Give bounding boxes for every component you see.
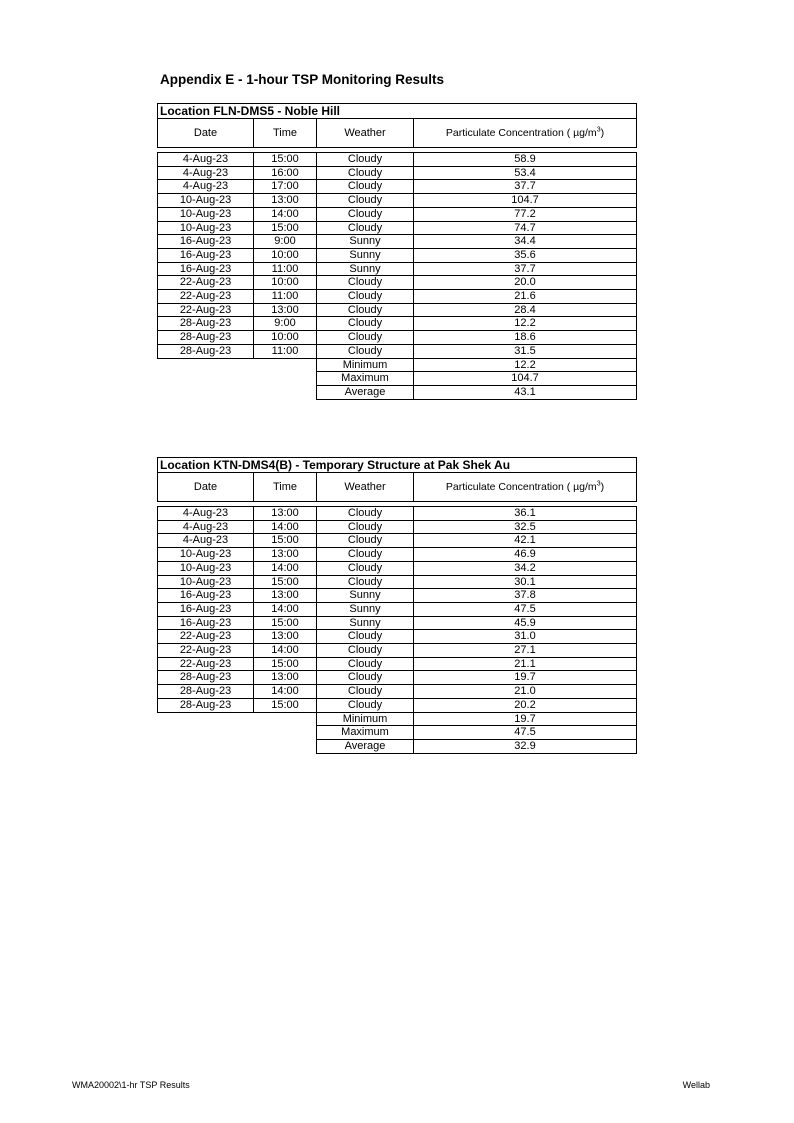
table-row xyxy=(158,507,637,521)
time-cell: 13:00 xyxy=(254,194,317,208)
location-heading: Location FLN-DMS5 - Noble Hill xyxy=(158,104,637,119)
footer-company: Wellab xyxy=(682,1080,710,1090)
summary-label: Maximum xyxy=(317,372,414,386)
date-cell: 16-Aug-23 xyxy=(158,589,254,603)
date-cell: 22-Aug-23 xyxy=(158,303,254,317)
time-cell: 15:00 xyxy=(254,698,317,712)
weather-cell: Cloudy xyxy=(317,575,414,589)
column-header-concentration: Particulate Concentration ( $\mu g/m^3$) xyxy=(414,119,637,148)
table-row xyxy=(158,685,637,699)
concentration-cell: 53.4 xyxy=(414,166,637,180)
concentration-cell: 37.7 xyxy=(414,180,637,194)
date-cell: 4-Aug-23 xyxy=(158,520,254,534)
time-cell: 14:00 xyxy=(254,207,317,221)
date-cell: 16-Aug-23 xyxy=(158,235,254,249)
time-cell: 13:00 xyxy=(254,671,317,685)
weather-cell: Cloudy xyxy=(317,657,414,671)
concentration-cell: 21.0 xyxy=(414,685,637,699)
summary-value: 43.1 xyxy=(414,385,637,399)
weather-cell: Cloudy xyxy=(317,685,414,699)
date-cell: 22-Aug-23 xyxy=(158,644,254,658)
summary-label: Minimum xyxy=(317,712,414,726)
concentration-cell: 19.7 xyxy=(414,671,637,685)
summary-row xyxy=(158,385,637,399)
date-cell: 4-Aug-23 xyxy=(158,534,254,548)
weather-cell: Cloudy xyxy=(317,290,414,304)
table-row xyxy=(158,180,637,194)
concentration-cell: 42.1 xyxy=(414,534,637,548)
concentration-cell: 104.7 xyxy=(414,194,637,208)
date-cell: 22-Aug-23 xyxy=(158,657,254,671)
weather-cell: Sunny xyxy=(317,602,414,616)
weather-cell: Cloudy xyxy=(317,507,414,521)
weather-cell: Cloudy xyxy=(317,548,414,562)
table-row xyxy=(158,262,637,276)
table-row xyxy=(158,657,637,671)
weather-cell: Cloudy xyxy=(317,303,414,317)
summary-label: Maximum xyxy=(317,726,414,740)
column-header-weather: Weather xyxy=(317,119,414,148)
date-cell: 22-Aug-23 xyxy=(158,630,254,644)
date-cell: 10-Aug-23 xyxy=(158,548,254,562)
time-cell: 15:00 xyxy=(254,153,317,167)
concentration-cell: 32.5 xyxy=(414,520,637,534)
table-row xyxy=(158,166,637,180)
table-row xyxy=(158,520,637,534)
time-cell: 15:00 xyxy=(254,534,317,548)
weather-cell: Cloudy xyxy=(317,194,414,208)
time-cell: 14:00 xyxy=(254,561,317,575)
date-cell: 16-Aug-23 xyxy=(158,248,254,262)
table-row xyxy=(158,276,637,290)
concentration-cell: 31.0 xyxy=(414,630,637,644)
concentration-cell: 35.6 xyxy=(414,248,637,262)
concentration-cell: 20.0 xyxy=(414,276,637,290)
time-cell: 16:00 xyxy=(254,166,317,180)
table-row xyxy=(158,221,637,235)
time-cell: 9:00 xyxy=(254,235,317,249)
date-cell: 28-Aug-23 xyxy=(158,344,254,358)
time-cell: 14:00 xyxy=(254,685,317,699)
weather-cell: Cloudy xyxy=(317,561,414,575)
date-cell: 4-Aug-23 xyxy=(158,507,254,521)
time-cell: 14:00 xyxy=(254,602,317,616)
date-cell: 22-Aug-23 xyxy=(158,276,254,290)
summary-value: 104.7 xyxy=(414,372,637,386)
weather-cell: Cloudy xyxy=(317,221,414,235)
date-cell: 28-Aug-23 xyxy=(158,331,254,345)
weather-cell: Cloudy xyxy=(317,534,414,548)
date-cell: 4-Aug-23 xyxy=(158,153,254,167)
date-cell: 16-Aug-23 xyxy=(158,616,254,630)
concentration-cell: 30.1 xyxy=(414,575,637,589)
time-cell: 10:00 xyxy=(254,331,317,345)
concentration-cell: 45.9 xyxy=(414,616,637,630)
summary-label: Average xyxy=(317,385,414,399)
weather-cell: Sunny xyxy=(317,616,414,630)
weather-cell: Cloudy xyxy=(317,520,414,534)
weather-cell: Cloudy xyxy=(317,276,414,290)
time-cell: 13:00 xyxy=(254,589,317,603)
table-row xyxy=(158,575,637,589)
time-cell: 13:00 xyxy=(254,303,317,317)
date-cell: 10-Aug-23 xyxy=(158,207,254,221)
time-cell: 15:00 xyxy=(254,657,317,671)
table-row xyxy=(158,248,637,262)
table-row xyxy=(158,589,637,603)
location-heading: Location KTN-DMS4(B) - Temporary Structure at Pak Shek Au xyxy=(158,458,637,473)
date-cell: 4-Aug-23 xyxy=(158,166,254,180)
concentration-cell: 27.1 xyxy=(414,644,637,658)
date-cell: 10-Aug-23 xyxy=(158,561,254,575)
date-cell: 22-Aug-23 xyxy=(158,290,254,304)
weather-cell: Cloudy xyxy=(317,630,414,644)
page-title: Appendix E - 1-hour TSP Monitoring Results xyxy=(160,72,445,87)
column-header-weather: Weather xyxy=(317,473,414,502)
time-cell: 15:00 xyxy=(254,575,317,589)
weather-cell: Cloudy xyxy=(317,344,414,358)
time-cell: 13:00 xyxy=(254,507,317,521)
table-row xyxy=(158,194,637,208)
concentration-cell: 58.9 xyxy=(414,153,637,167)
table-row xyxy=(158,671,637,685)
concentration-cell: 12.2 xyxy=(414,317,637,331)
column-header-date: Date xyxy=(158,473,254,502)
time-cell: 10:00 xyxy=(254,248,317,262)
table-row xyxy=(158,644,637,658)
date-cell: 16-Aug-23 xyxy=(158,602,254,616)
date-cell: 4-Aug-23 xyxy=(158,180,254,194)
table-row xyxy=(158,207,637,221)
column-header-time: Time xyxy=(254,119,317,148)
concentration-cell: 34.2 xyxy=(414,561,637,575)
time-cell: 13:00 xyxy=(254,548,317,562)
weather-cell: Cloudy xyxy=(317,644,414,658)
time-cell: 11:00 xyxy=(254,262,317,276)
table-row xyxy=(158,290,637,304)
date-cell: 16-Aug-23 xyxy=(158,262,254,276)
concentration-cell: 34.4 xyxy=(414,235,637,249)
weather-cell: Cloudy xyxy=(317,153,414,167)
time-cell: 15:00 xyxy=(254,616,317,630)
column-header-concentration: Particulate Concentration ( $\mu g/m^3$) xyxy=(414,473,637,502)
monitoring-table-fln-dms5 xyxy=(157,103,637,400)
table-row xyxy=(158,331,637,345)
footer-file-path: WMA20002\1-hr TSP Results xyxy=(72,1080,190,1090)
weather-cell: Cloudy xyxy=(317,671,414,685)
summary-row xyxy=(158,358,637,372)
concentration-cell: 47.5 xyxy=(414,602,637,616)
date-cell: 28-Aug-23 xyxy=(158,317,254,331)
time-cell: 13:00 xyxy=(254,630,317,644)
concentration-cell: 46.9 xyxy=(414,548,637,562)
time-cell: 9:00 xyxy=(254,317,317,331)
weather-cell: Sunny xyxy=(317,248,414,262)
weather-cell: Cloudy xyxy=(317,331,414,345)
time-cell: 11:00 xyxy=(254,290,317,304)
table-row xyxy=(158,698,637,712)
concentration-cell: 36.1 xyxy=(414,507,637,521)
weather-cell: Cloudy xyxy=(317,207,414,221)
summary-value: 19.7 xyxy=(414,712,637,726)
table-row xyxy=(158,153,637,167)
concentration-cell: 31.5 xyxy=(414,344,637,358)
concentration-cell: 18.6 xyxy=(414,331,637,345)
date-cell: 10-Aug-23 xyxy=(158,575,254,589)
table-row xyxy=(158,602,637,616)
summary-row xyxy=(158,712,637,726)
table-row xyxy=(158,235,637,249)
summary-value: 47.5 xyxy=(414,726,637,740)
table-row xyxy=(158,303,637,317)
table-row xyxy=(158,630,637,644)
concentration-cell: 21.6 xyxy=(414,290,637,304)
concentration-cell: 20.2 xyxy=(414,698,637,712)
table-row xyxy=(158,548,637,562)
date-cell: 28-Aug-23 xyxy=(158,671,254,685)
monitoring-table-ktn-dms4b xyxy=(157,457,637,754)
summary-row xyxy=(158,372,637,386)
weather-cell: Cloudy xyxy=(317,698,414,712)
summary-label: Minimum xyxy=(317,358,414,372)
table-row xyxy=(158,344,637,358)
concentration-cell: 37.8 xyxy=(414,589,637,603)
concentration-cell: 28.4 xyxy=(414,303,637,317)
time-cell: 11:00 xyxy=(254,344,317,358)
summary-row xyxy=(158,726,637,740)
concentration-cell: 21.1 xyxy=(414,657,637,671)
summary-value: 32.9 xyxy=(414,739,637,753)
table-row xyxy=(158,561,637,575)
table-row xyxy=(158,616,637,630)
date-cell: 10-Aug-23 xyxy=(158,221,254,235)
concentration-cell: 37.7 xyxy=(414,262,637,276)
concentration-cell: 74.7 xyxy=(414,221,637,235)
time-cell: 14:00 xyxy=(254,520,317,534)
weather-cell: Sunny xyxy=(317,262,414,276)
date-cell: 10-Aug-23 xyxy=(158,194,254,208)
summary-label: Average xyxy=(317,739,414,753)
table-row xyxy=(158,534,637,548)
table-row xyxy=(158,317,637,331)
summary-row xyxy=(158,739,637,753)
weather-cell: Cloudy xyxy=(317,317,414,331)
weather-cell: Cloudy xyxy=(317,166,414,180)
column-header-time: Time xyxy=(254,473,317,502)
weather-cell: Sunny xyxy=(317,235,414,249)
time-cell: 14:00 xyxy=(254,644,317,658)
summary-value: 12.2 xyxy=(414,358,637,372)
weather-cell: Sunny xyxy=(317,589,414,603)
date-cell: 28-Aug-23 xyxy=(158,698,254,712)
time-cell: 10:00 xyxy=(254,276,317,290)
column-header-date: Date xyxy=(158,119,254,148)
weather-cell: Cloudy xyxy=(317,180,414,194)
concentration-cell: 77.2 xyxy=(414,207,637,221)
time-cell: 15:00 xyxy=(254,221,317,235)
date-cell: 28-Aug-23 xyxy=(158,685,254,699)
time-cell: 17:00 xyxy=(254,180,317,194)
